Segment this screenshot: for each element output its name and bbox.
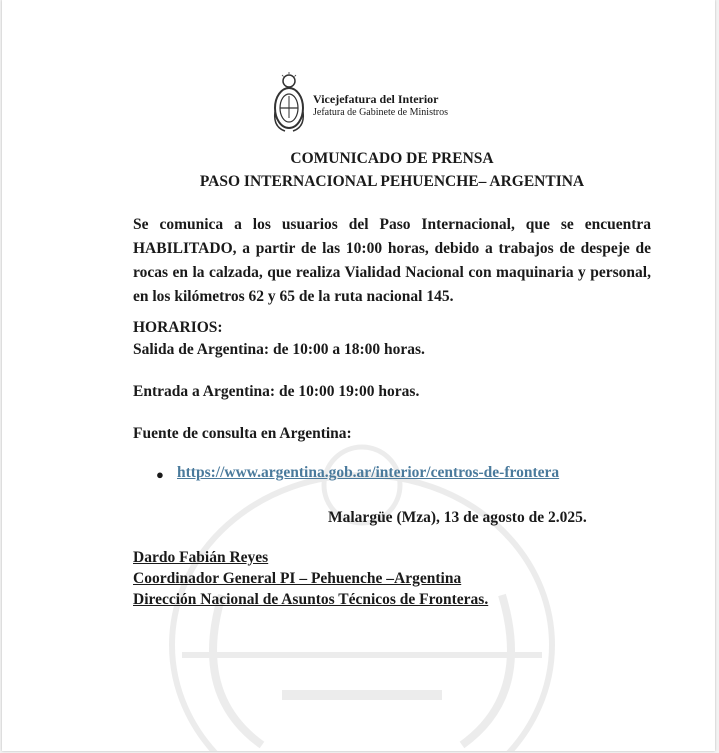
argentina-seal-icon: [271, 72, 307, 134]
subdepartment-name: Jefatura de Gabinete de Ministros: [313, 107, 448, 118]
title-press-release: COMUNICADO DE PRENSA: [290, 150, 494, 167]
signature-name: Dardo Fabián Reyes: [133, 549, 269, 566]
exit-schedule: Salida de Argentina: de 10:00 a 18:00 horas.: [133, 341, 425, 358]
bullet-icon: ●: [156, 467, 164, 482]
signature-office: Dirección Nacional de Asuntos Técnicos de Fronteras.: [133, 591, 489, 608]
dateline: Malargüe (Mza), 13 de agosto de 2.025.: [328, 509, 587, 526]
signature-role: Coordinador General PI – Pehuenche –Argentina: [133, 570, 462, 587]
title-border-crossing: PASO INTERNACIONAL PEHUENCHE– ARGENTINA: [199, 173, 585, 190]
announcement-paragraph: Se comunica a los usuarios del Paso Internacional, que se encuentra HABILITADO, a partir de las 10:00 horas, debido a trabajos de despeje de rocas en la calzada, que realiza Vialidad Nacional con maquinaria y personal, en los kilómetros 62 y 65 de la ruta nacional 145.: [133, 216, 651, 305]
department-name: Vicejefatura del Interior: [313, 92, 439, 106]
document-page: [2, 0, 715, 751]
entry-schedule: Entrada a Argentina: de 10:00 19:00 horas.: [133, 383, 420, 400]
schedule-heading: HORARIOS:: [133, 319, 223, 336]
sources-heading: Fuente de consulta en Argentina:: [133, 425, 352, 442]
letterhead-text: [313, 93, 448, 119]
source-link[interactable]: https://www.argentina.gob.ar/interior/centros-de-frontera: [177, 464, 560, 481]
